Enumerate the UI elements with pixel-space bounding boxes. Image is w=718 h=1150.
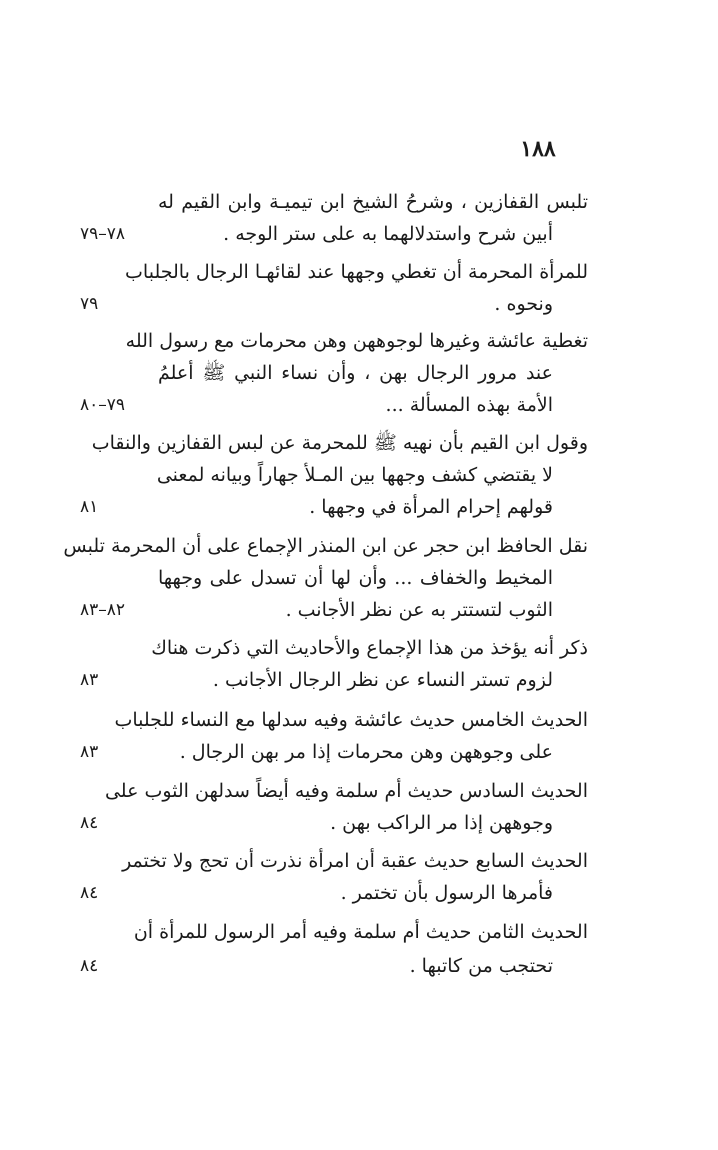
entry-8-page-ref: ٨٤ [80, 813, 99, 833]
entry-6-line-2: لزوم تستر النساء عن نظر الرجال الأجانب . [212, 669, 553, 691]
entry-2-page-ref: ٧٩ [80, 294, 99, 314]
entry-7-page-ref: ٨٣ [80, 742, 99, 762]
entry-9-page-ref: ٨٤ [80, 883, 99, 903]
entry-3-line-1: تغطية عائشة وغيرها لوجوههن وهن محرمات مع رسول الله [125, 330, 588, 352]
entry-4-page-ref: ٨١ [80, 497, 99, 517]
entry-5-page-ref: ٨٢–٨٣ [80, 600, 126, 620]
entry-5-line-3: الثوب لتستتر به عن نظر الأجانب . [285, 599, 553, 621]
entry-3-line-2: عند مرور الرجال بهن ، وأن نساء النبي ﷺ أعلمُ [158, 362, 553, 384]
entry-9-line-1: الحديث السابع حديث عقبة أن امرأة نذرت أن تحج ولا تختمر [122, 850, 588, 872]
entry-9-line-2: فأمرها الرسول بأن تختمر . [340, 882, 553, 904]
entry-1-page-ref: ٧٨–٧٩ [80, 224, 126, 244]
entry-3-line-3: الأمة بهذه المسألة ... [385, 394, 553, 416]
entry-4-line-3: قولهم إحرام المرأة في وجهها . [309, 496, 553, 518]
entry-4-line-2: لا يقتضي كشف وجهها بين المـلأ جهاراً وبيانه لمعنى [156, 464, 553, 486]
entry-6-page-ref: ٨٣ [80, 670, 99, 690]
entry-3-page-ref: ٧٩–٨٠ [80, 395, 126, 415]
entry-10-line-2: تحتجب من كاتبها . [409, 955, 553, 977]
entry-1-line-1: تلبس القفازين ، وشرحُ الشيخ ابن تيميـة وابن القيم له [158, 191, 588, 213]
entry-1-line-2: أبين شرح واستدلالهما به على ستر الوجه . [223, 223, 553, 245]
entry-10-line-1: الحديث الثامن حديث أم سلمة وفيه أمر الرسول للمرأة أن [133, 921, 588, 943]
entry-8-line-2: وجوههن إذا مر الراكب بهن . [330, 812, 553, 834]
entry-2-line-1: للمرأة المحرمة أن تغطي وجهها عند لقائهـا الرجال بالجلباب [125, 261, 588, 283]
entry-8-line-1: الحديث السادس حديث أم سلمة وفيه أيضاً سدلهن الثوب على [104, 780, 588, 802]
page-number: ١٨٨ [520, 136, 556, 162]
entry-4-line-1: وقول ابن القيم بأن نهيه ﷺ للمحرمة عن لبس القفازين والنقاب [91, 432, 588, 454]
entry-5-line-2: المخيط والخفاف ... وأن لها أن تسدل على وجهها [158, 567, 553, 589]
entry-5-line-1: نقل الحافظ ابن حجر عن ابن المنذر الإجماع على أن المحرمة تلبس [63, 535, 588, 557]
entry-10-page-ref: ٨٤ [80, 956, 99, 976]
entry-2-line-2: ونحوه . [494, 293, 553, 315]
entry-7-line-1: الحديث الخامس حديث عائشة وفيه سدلها مع النساء للجلباب [114, 709, 588, 731]
entry-7-line-2: على وجوههن وهن محرمات إذا مر بهن الرجال . [179, 741, 553, 763]
entry-6-line-1: ذكر أنه يؤخذ من هذا الإجماع والأحاديث التي ذكرت هناك [151, 637, 588, 659]
